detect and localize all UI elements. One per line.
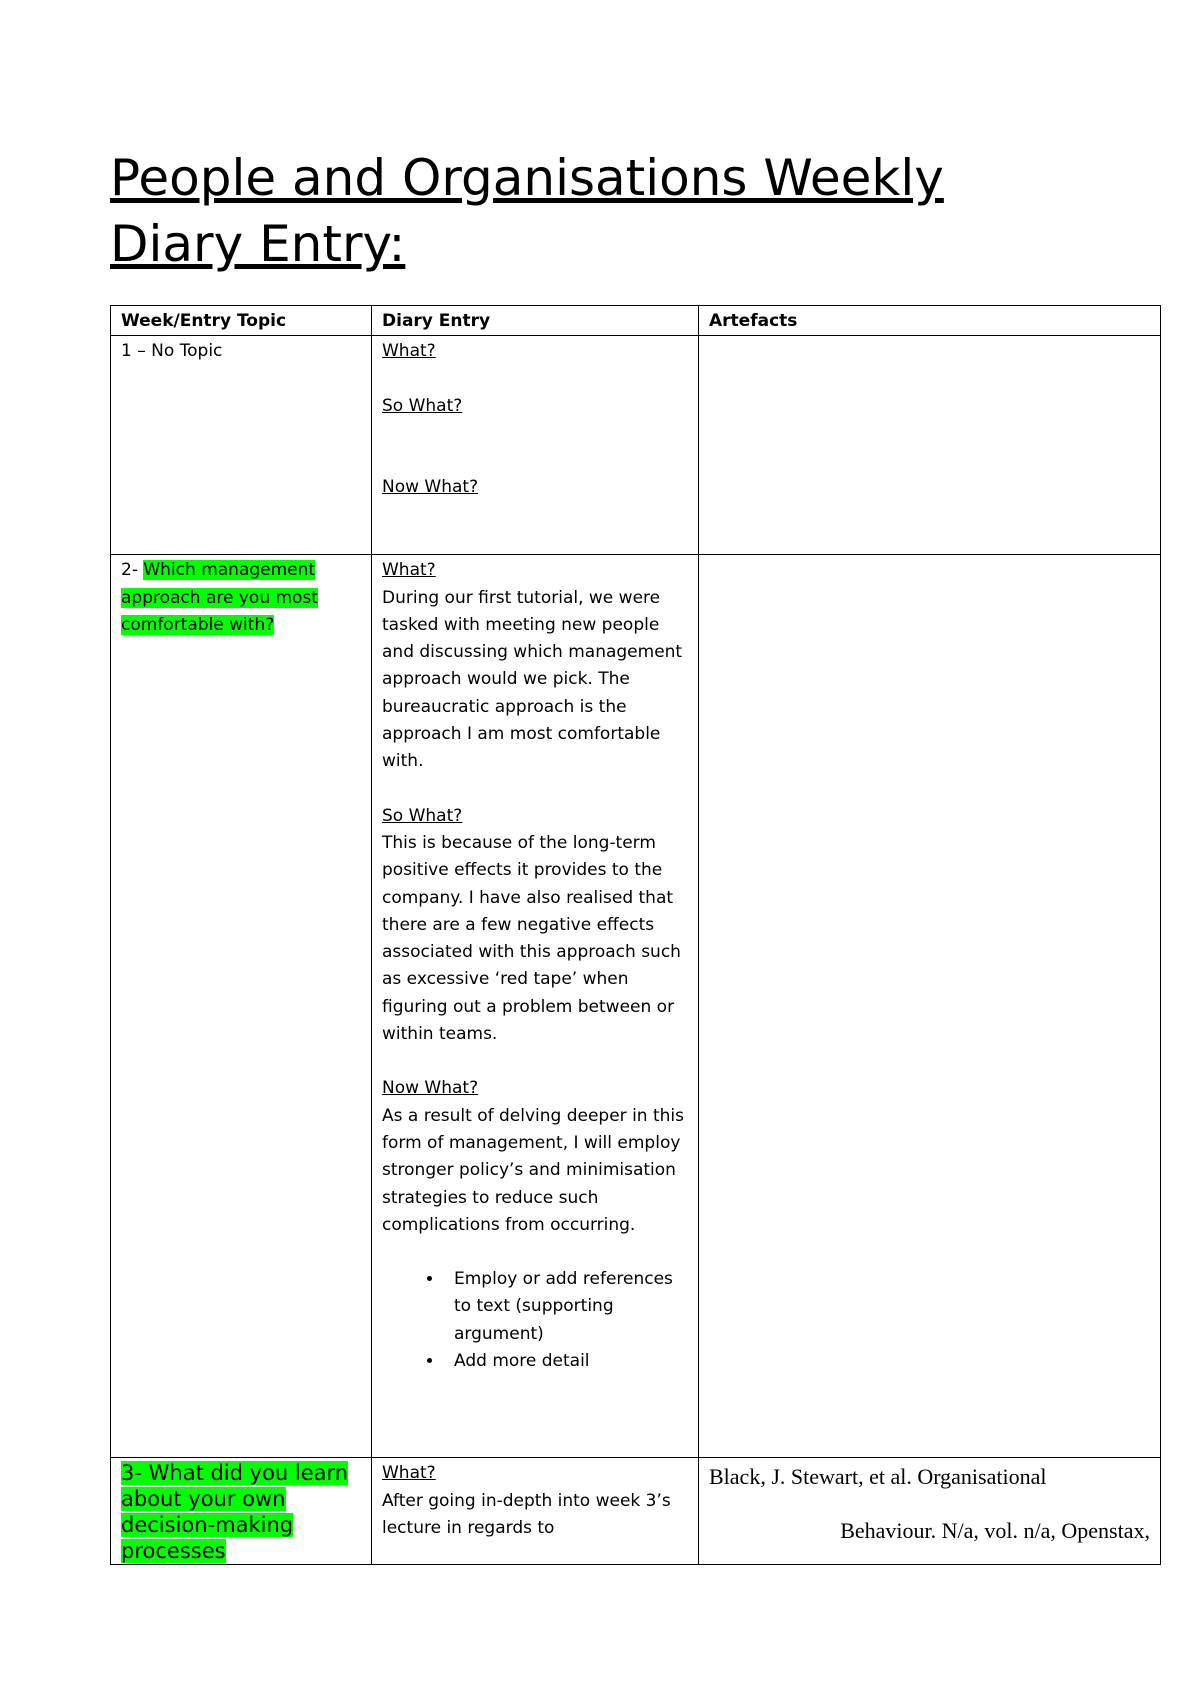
- topic-cell: [111, 1458, 372, 1565]
- bullet-list: [382, 1266, 688, 1375]
- entry-cell: [372, 555, 699, 1458]
- topic-cell: [111, 555, 372, 1458]
- list-item: • Employ or add references to text (supporting argument): [444, 1266, 688, 1348]
- artefacts-cell: [699, 1458, 1161, 1565]
- topic-number: 3: [121, 1461, 135, 1486]
- so-what-label: So What?: [382, 395, 463, 416]
- header-diary-entry: Diary Entry: [372, 306, 699, 336]
- what-text: During our first tutorial, we were tasked with meeting new people and discussing which management approach would we pick. The bureaucratic approach is the approach I am most comfortable with.: [382, 587, 683, 772]
- now-what-label: Now What?: [382, 1078, 479, 1099]
- header-week-topic: Week/Entry Topic: [111, 306, 372, 336]
- reference-line-2: Behaviour. N/a, vol. n/a, Openstax,: [840, 1518, 1150, 1544]
- title-line-1: People and Organisations Weekly: [110, 149, 944, 207]
- what-text: After going in-depth into week 3’s lecture in regards to: [382, 1490, 671, 1538]
- now-what-label: Now What?: [382, 476, 479, 497]
- reference-line-1: Black, J. Stewart, et al. Organisational: [709, 1464, 1047, 1490]
- what-label: What?: [382, 341, 436, 362]
- title-line-2: Diary Entry:: [110, 215, 406, 273]
- table-row: [111, 1458, 1161, 1565]
- artefacts-cell: [699, 555, 1161, 1458]
- entry-cell: [372, 336, 699, 555]
- table-row: [111, 555, 1161, 1458]
- diary-table: [110, 305, 1161, 1565]
- entry-cell: [372, 1458, 699, 1565]
- table-header-row: [111, 306, 1161, 336]
- table-row: [111, 336, 1161, 555]
- topic-number: 2-: [121, 560, 144, 581]
- list-item: • Add more detail: [444, 1348, 688, 1375]
- now-what-text: As a result of delving deeper in this form of management, I will employ stronger policy’s and minimisation strategies to reduce such complications from occurring.: [382, 1105, 684, 1235]
- topic-highlight: Which management approach are you most comfortable with?: [121, 560, 318, 635]
- document-title: [110, 145, 1090, 277]
- header-artefacts: Artefacts: [699, 306, 1161, 336]
- what-label: What?: [382, 1463, 436, 1484]
- so-what-text: This is because of the long-term positive effects it provides to the company. I have also realised that there are a few negative effects associated with this approach such as excessive ‘red tape’ when figuring out a problem between or within teams.: [382, 832, 681, 1045]
- so-what-label: So What?: [382, 805, 463, 826]
- artefacts-cell: [699, 336, 1161, 555]
- topic-highlight: - What did you learn about your own decision-making processes: [121, 1461, 349, 1564]
- topic-cell: [111, 336, 372, 555]
- topic-text: 1 – No Topic: [121, 341, 223, 362]
- what-label: What?: [382, 560, 436, 581]
